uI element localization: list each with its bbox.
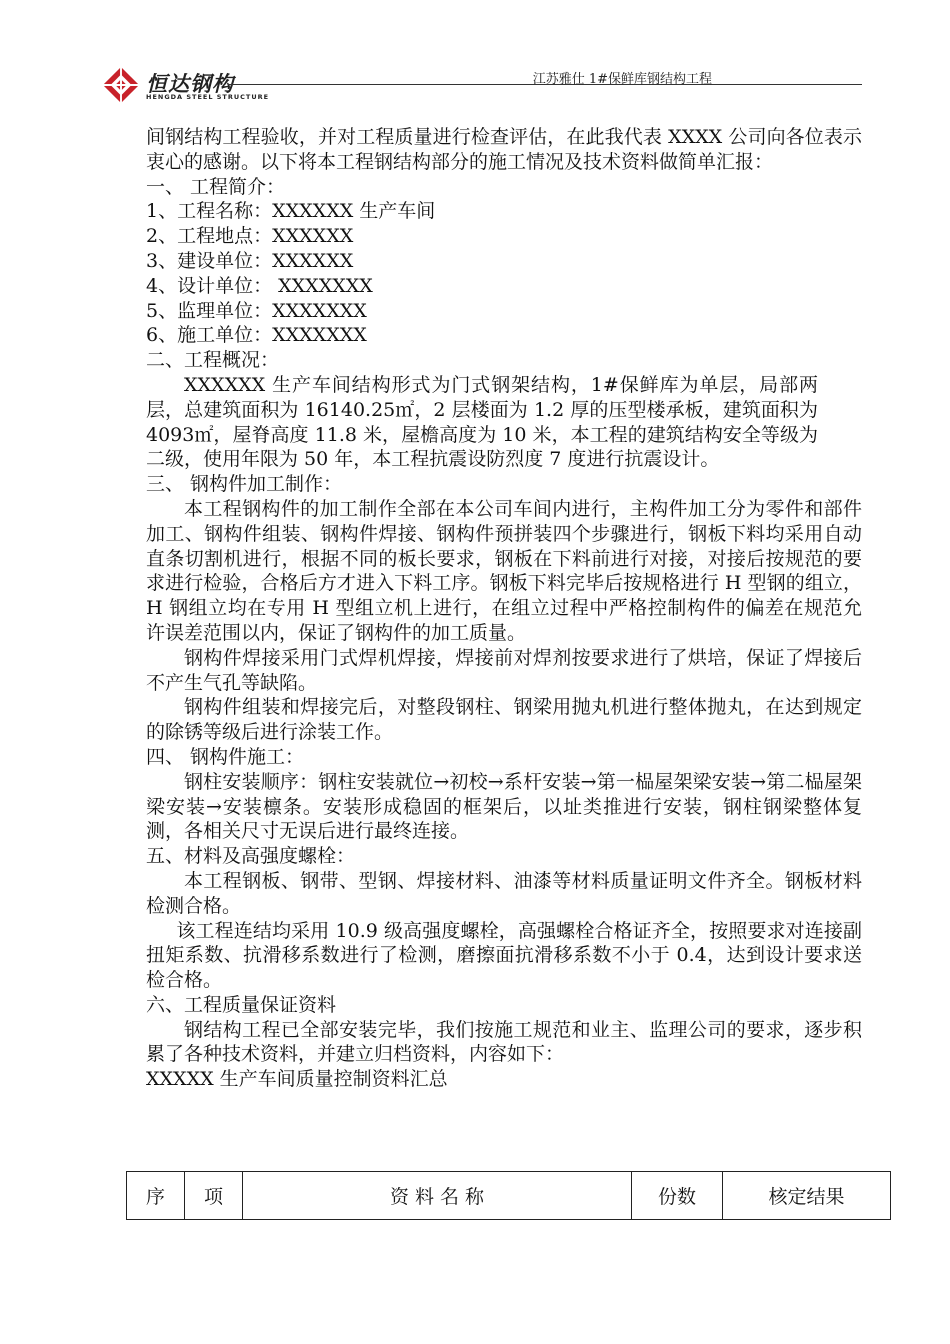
table-header-row — [127, 1172, 891, 1220]
col-copies: 份数 — [632, 1172, 723, 1220]
col-item: 项 — [185, 1172, 243, 1220]
section-6-heading: 六、工程质量保证资料 — [146, 993, 337, 1016]
intro-paragraph: 间钢结构工程验收，并对工程质量进行检查评估，在此我代表 XXXX 公司向各位表示衷心的感谢。以下将本工程钢结构部分的施工情况及技术资料做简单汇报： — [146, 126, 862, 173]
table-caption: XXXXX 生产车间质量控制资料汇总 — [146, 1068, 448, 1091]
document-body — [146, 125, 862, 1092]
project-location-line: 2、工程地点：XXXXXX — [146, 225, 354, 248]
project-title: 江苏雅仕 1#保鲜库钢结构工程 — [532, 72, 712, 87]
owner-line: 3、建设单位：XXXXXX — [146, 249, 354, 272]
records-paragraph: 钢结构工程已全部安装完毕，我们按施工规范和业主、监理公司的要求，逐步积累了各种技术资料，并建立归档资料，内容如下： — [146, 1018, 862, 1066]
page-header — [100, 62, 862, 108]
section-1-heading: 一、 工程简介： — [146, 175, 286, 198]
section-5-heading: 五、材料及高强度螺栓： — [146, 845, 356, 868]
logo-diamond-icon — [102, 66, 140, 104]
logo-text: 恒达钢构 — [146, 72, 234, 96]
col-result: 核定结果 — [723, 1172, 891, 1220]
header-rule — [228, 84, 862, 85]
designer-line: 4、设计单位： XXXXXXX — [146, 274, 373, 297]
materials-paragraph: 本工程钢板、钢带、型钢、焊接材料、油漆等材料质量证明文件齐全。钢板材料检测合格。 — [146, 869, 862, 917]
erection-paragraph: 钢柱安装顺序：钢柱安装就位→初校→系杆安装→第一榀屋架梁安装→第二榀屋架梁安装→安装檩条。安装形成稳固的框架后，以址类推进行安装，钢柱钢梁整体复测，各相关尺寸无误后进行最终连接。 — [146, 770, 862, 843]
col-seq: 序 — [127, 1172, 185, 1220]
welding-paragraph: 钢构件焊接采用门式焊机焊接，焊接前对焊剂按要求进行了烘培，保证了焊接后不产生气孔等缺陷。 — [146, 646, 862, 694]
project-name-line: 1、工程名称：XXXXXX 生产车间 — [146, 200, 436, 223]
fabrication-paragraph: 本工程钢构件的加工制作全部在本公司车间内进行，主构件加工分为零件和部件加工、钢构件组装、钢构件焊接、钢构件预拼装四个步骤进行，钢板下料均采用自动直条切割机进行，根据不同的板长要求，钢板在下料前进行对接，对接后按规范的要求进行检验，合格后方才进入下料工序。钢板下料完毕后按规格进行 H 型钢的组立，H 钢组立均在专用 H 型组立机上进行，在组立过程中严格控制构件的偏差在规范允许误差范围以内，保证了钢构件的加工质量。 — [146, 497, 862, 644]
section-2-heading: 二、工程概况： — [146, 349, 280, 372]
section-3-heading: 三、 钢构件加工制作： — [146, 473, 343, 496]
company-logo — [100, 62, 270, 108]
bolts-paragraph: 该工程连结均采用 10.9 级高强度螺栓，高强螺栓合格证齐全，按照要求对连接副扭矩系数、抗滑移系数进行了检测，磨擦面抗滑移系数不小于 0.4，达到设计要求送检合格。 — [146, 919, 862, 992]
contractor-line: 6、施工单位：XXXXXXX — [146, 324, 367, 347]
blasting-paragraph: 钢构件组装和焊接完后，对整段钢柱、钢梁用抛丸机进行整体抛丸，在达到规定的除锈等级后进行涂装工作。 — [146, 696, 862, 744]
overview-paragraph: XXXXXX 生产车间结构形式为门式钢架结构，1#保鲜库为单层，局部两层，总建筑面积为 16140.25㎡，2 层楼面为 1.2 厚的压型楼承板，建筑面积为 4093㎡，屋脊高度 11.8 米，屋檐高度为 10 米，本工程的建筑结构安全等级为二级，使用年限为 50 年，本工程抗震设防烈度 7 度进行抗震设计。 — [146, 373, 818, 471]
col-doc-name: 资 料 名 称 — [243, 1172, 632, 1220]
supervisor-line: 5、监理单位：XXXXXXX — [146, 299, 367, 322]
logo-subtext: HENGDA STEEL STRUCTURE — [146, 93, 270, 101]
quality-records-table — [126, 1171, 891, 1220]
section-4-heading: 四、 钢构件施工： — [146, 745, 305, 768]
